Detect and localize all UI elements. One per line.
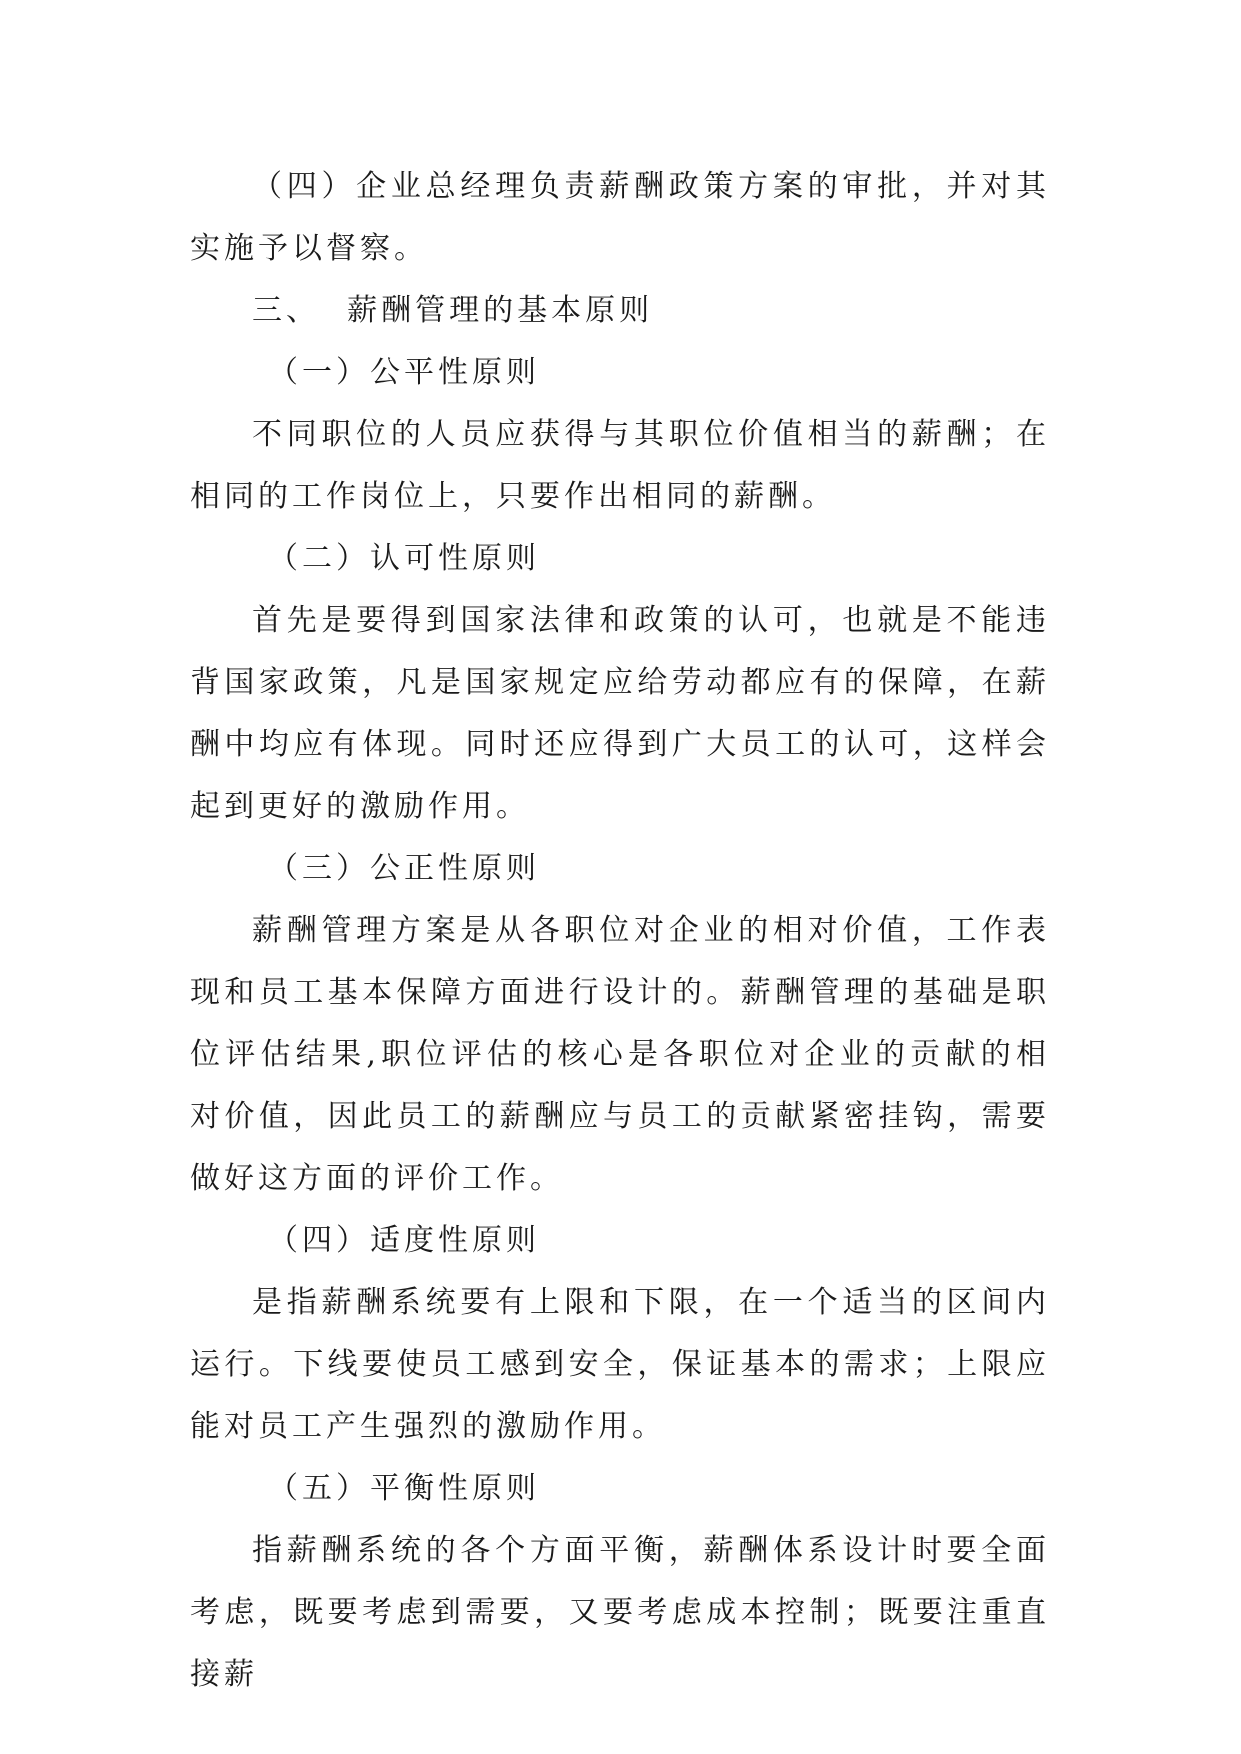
section-heading-basic-principles: 三、 薪酬管理的基本原则	[252, 293, 654, 328]
subheading-recognition-principle: （二）认可性原则	[268, 541, 540, 576]
document-body	[190, 156, 1050, 1706]
paragraph-justice: 薪酬管理方案是从各职位对企业的相对价值，工作表现和员工基本保障方面进行设计的。薪酬管理的基础是职位评估结果,职位评估的核心是各职位对企业的贡献的相对价值，因此员工的薪酬应与员工的贡献紧密挂钩，需要做好这方面的评价工作。	[190, 913, 1050, 1196]
paragraph-balance: 指薪酬系统的各个方面平衡，薪酬体系设计时要全面考虑，既要考虑到需要，又要考虑成本控制；既要注重直接薪	[190, 1533, 1050, 1692]
paragraph-moderation: 是指薪酬系统要有上限和下限，在一个适当的区间内运行。下线要使员工感到安全，保证基本的需求；上限应能对员工产生强烈的激励作用。	[190, 1285, 1050, 1444]
paragraph-general-manager-approval: （四）企业总经理负责薪酬政策方案的审批，并对其实施予以督察。	[190, 169, 1050, 266]
subheading-justice-principle: （三）公正性原则	[268, 851, 540, 886]
subheading-balance-principle: （五）平衡性原则	[268, 1471, 540, 1506]
subheading-moderation-principle: （四）适度性原则	[268, 1223, 540, 1258]
paragraph-fairness: 不同职位的人员应获得与其职位价值相当的薪酬；在相同的工作岗位上，只要作出相同的薪酬。	[190, 417, 1050, 514]
paragraph-recognition: 首先是要得到国家法律和政策的认可，也就是不能违背国家政策，凡是国家规定应给劳动都应有的保障，在薪酬中均应有体现。同时还应得到广大员工的认可，这样会起到更好的激励作用。	[190, 603, 1050, 824]
subheading-fairness-principle: （一）公平性原则	[268, 355, 540, 390]
